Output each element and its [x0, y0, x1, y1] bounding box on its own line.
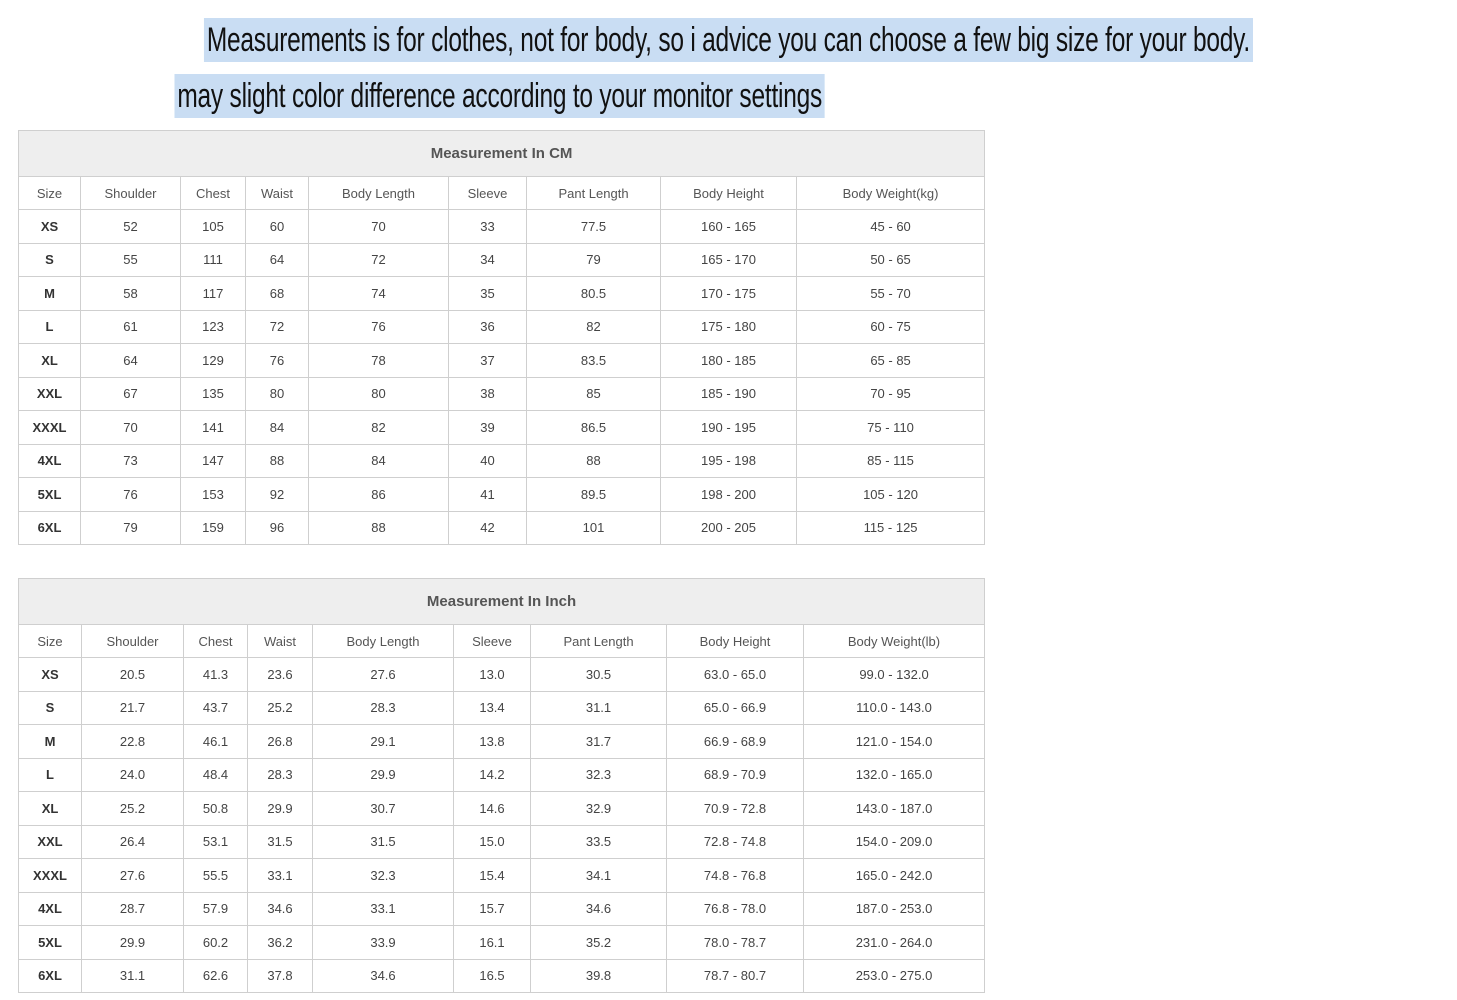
column-header: Waist	[248, 625, 313, 658]
table-cell: 16.1	[454, 926, 531, 960]
size-cell: XXXL	[19, 411, 81, 445]
column-header: Body Height	[667, 625, 804, 658]
table-cell: 70.9 - 72.8	[667, 792, 804, 826]
table-cell: 62.6	[184, 959, 248, 993]
table-cell: 88	[527, 444, 661, 478]
table-cell: 38	[449, 377, 527, 411]
notice-line-2-text: may slight color difference according to your monitor settings	[175, 74, 825, 118]
table-row	[19, 243, 985, 277]
table-cell: 72	[309, 243, 449, 277]
table-cell: 190 - 195	[661, 411, 797, 445]
size-cell: 4XL	[19, 892, 82, 926]
table-cell: 80	[309, 377, 449, 411]
size-cell: XS	[19, 658, 82, 692]
table-cell: 121.0 - 154.0	[804, 725, 985, 759]
table-cell: 165 - 170	[661, 243, 797, 277]
table-cell: 77.5	[527, 210, 661, 244]
table-cell: 31.7	[531, 725, 667, 759]
table-cell: 39	[449, 411, 527, 445]
table-cell: 99.0 - 132.0	[804, 658, 985, 692]
table-title: Measurement In CM	[19, 131, 985, 177]
table-cell: 141	[181, 411, 246, 445]
column-header: Body Length	[313, 625, 454, 658]
table-cell: 153	[181, 478, 246, 512]
table-cell: 86.5	[527, 411, 661, 445]
column-header: Sleeve	[449, 177, 527, 210]
table-cell: 45 - 60	[797, 210, 985, 244]
table-row	[19, 691, 985, 725]
table-cell: 34.6	[313, 959, 454, 993]
table-cell: 33.1	[313, 892, 454, 926]
table-cell: 64	[246, 243, 309, 277]
table-cell: 48.4	[184, 758, 248, 792]
table-cell: 25.2	[82, 792, 184, 826]
table-cell: 50.8	[184, 792, 248, 826]
table-cell: 41.3	[184, 658, 248, 692]
table-cell: 73	[81, 444, 181, 478]
table-row	[19, 892, 985, 926]
table-cell: 72	[246, 310, 309, 344]
table-title: Measurement In Inch	[19, 579, 985, 625]
table-cell: 96	[246, 511, 309, 545]
table-cell: 35	[449, 277, 527, 311]
table-cell: 200 - 205	[661, 511, 797, 545]
size-cell: 5XL	[19, 926, 82, 960]
table-cell: 30.5	[531, 658, 667, 692]
table-cell: 78.7 - 80.7	[667, 959, 804, 993]
column-header: Waist	[246, 177, 309, 210]
table-cell: 84	[246, 411, 309, 445]
table-cell: 37	[449, 344, 527, 378]
column-header: Body Height	[661, 177, 797, 210]
size-cell: M	[19, 277, 81, 311]
column-header: Body Length	[309, 177, 449, 210]
table-cell: 195 - 198	[661, 444, 797, 478]
table-cell: 20.5	[82, 658, 184, 692]
table-cell: 16.5	[454, 959, 531, 993]
table-row	[19, 725, 985, 759]
table-row	[19, 344, 985, 378]
table-cell: 75 - 110	[797, 411, 985, 445]
table-cell: 58	[81, 277, 181, 311]
table-cell: 132.0 - 165.0	[804, 758, 985, 792]
table-cell: 175 - 180	[661, 310, 797, 344]
column-header: Sleeve	[454, 625, 531, 658]
table-cell: 170 - 175	[661, 277, 797, 311]
table-cell: 50 - 65	[797, 243, 985, 277]
table-cell: 115 - 125	[797, 511, 985, 545]
table-cell: 70 - 95	[797, 377, 985, 411]
table-cell: 180 - 185	[661, 344, 797, 378]
table-cell: 83.5	[527, 344, 661, 378]
size-cell: XXL	[19, 825, 82, 859]
table-cell: 28.7	[82, 892, 184, 926]
table-cell: 198 - 200	[661, 478, 797, 512]
size-cell: S	[19, 691, 82, 725]
table-cell: 32.9	[531, 792, 667, 826]
table-cell: 33.1	[248, 859, 313, 893]
table-cell: 79	[81, 511, 181, 545]
size-cell: 5XL	[19, 478, 81, 512]
column-header: Size	[19, 625, 82, 658]
table-cell: 160 - 165	[661, 210, 797, 244]
table-cell: 53.1	[184, 825, 248, 859]
table-cell: 117	[181, 277, 246, 311]
table-cell: 34.6	[248, 892, 313, 926]
table-cell: 26.8	[248, 725, 313, 759]
table-cell: 80	[246, 377, 309, 411]
table-cell: 46.1	[184, 725, 248, 759]
column-header-row	[19, 177, 985, 210]
size-cell: M	[19, 725, 82, 759]
table-cell: 25.2	[248, 691, 313, 725]
size-cell: XL	[19, 792, 82, 826]
table-cell: 85	[527, 377, 661, 411]
table-cell: 39.8	[531, 959, 667, 993]
size-cell: L	[19, 758, 82, 792]
table-cell: 32.3	[531, 758, 667, 792]
table-cell: 31.1	[531, 691, 667, 725]
table-cell: 29.9	[313, 758, 454, 792]
size-cell: XXL	[19, 377, 81, 411]
table-row	[19, 792, 985, 826]
table-cell: 31.5	[248, 825, 313, 859]
table-cell: 60	[246, 210, 309, 244]
size-cell: XS	[19, 210, 81, 244]
size-cell: XXXL	[19, 859, 82, 893]
table-cell: 13.4	[454, 691, 531, 725]
table-cell: 26.4	[82, 825, 184, 859]
column-header: Shoulder	[81, 177, 181, 210]
table-cell: 111	[181, 243, 246, 277]
size-cell: L	[19, 310, 81, 344]
table-cell: 105	[181, 210, 246, 244]
table-cell: 23.6	[248, 658, 313, 692]
table-cell: 72.8 - 74.8	[667, 825, 804, 859]
column-header: Body Weight(lb)	[804, 625, 985, 658]
measurement-table-inch	[18, 578, 985, 993]
column-header: Chest	[184, 625, 248, 658]
table-cell: 68.9 - 70.9	[667, 758, 804, 792]
table-cell: 28.3	[248, 758, 313, 792]
table-cell: 110.0 - 143.0	[804, 691, 985, 725]
table-cell: 35.2	[531, 926, 667, 960]
table-cell: 34.6	[531, 892, 667, 926]
table-cell: 80.5	[527, 277, 661, 311]
table-cell: 65.0 - 66.9	[667, 691, 804, 725]
table-cell: 55.5	[184, 859, 248, 893]
table-cell: 27.6	[82, 859, 184, 893]
table-cell: 101	[527, 511, 661, 545]
table-row	[19, 377, 985, 411]
table-cell: 67	[81, 377, 181, 411]
table-cell: 21.7	[82, 691, 184, 725]
notice-line-1	[0, 18, 1250, 62]
table-row	[19, 411, 985, 445]
table-cell: 28.3	[313, 691, 454, 725]
table-row	[19, 277, 985, 311]
column-header: Chest	[181, 177, 246, 210]
table-cell: 76	[309, 310, 449, 344]
table-cell: 253.0 - 275.0	[804, 959, 985, 993]
table-cell: 76.8 - 78.0	[667, 892, 804, 926]
table-cell: 43.7	[184, 691, 248, 725]
table-cell: 187.0 - 253.0	[804, 892, 985, 926]
table-cell: 60 - 75	[797, 310, 985, 344]
table-cell: 74	[309, 277, 449, 311]
column-header: Shoulder	[82, 625, 184, 658]
table-row	[19, 959, 985, 993]
size-cell: S	[19, 243, 81, 277]
table-cell: 31.1	[82, 959, 184, 993]
column-header: Pant Length	[531, 625, 667, 658]
measurement-table-cm	[18, 130, 985, 545]
table-cell: 165.0 - 242.0	[804, 859, 985, 893]
table-cell: 29.9	[248, 792, 313, 826]
table-cell: 82	[527, 310, 661, 344]
table-cell: 52	[81, 210, 181, 244]
table-row	[19, 825, 985, 859]
table-cell: 86	[309, 478, 449, 512]
size-cell: 6XL	[19, 511, 81, 545]
table-cell: 64	[81, 344, 181, 378]
table-cell: 129	[181, 344, 246, 378]
table-cell: 76	[81, 478, 181, 512]
table-cell: 88	[246, 444, 309, 478]
table-cell: 82	[309, 411, 449, 445]
table-cell: 61	[81, 310, 181, 344]
table-cell: 37.8	[248, 959, 313, 993]
table-row	[19, 758, 985, 792]
table-cell: 84	[309, 444, 449, 478]
table-cell: 33	[449, 210, 527, 244]
table-cell: 13.0	[454, 658, 531, 692]
table-row	[19, 310, 985, 344]
table-cell: 79	[527, 243, 661, 277]
table-cell: 29.9	[82, 926, 184, 960]
table-row	[19, 210, 985, 244]
table-cell: 55	[81, 243, 181, 277]
table-cell: 154.0 - 209.0	[804, 825, 985, 859]
table-cell: 13.8	[454, 725, 531, 759]
table-cell: 78.0 - 78.7	[667, 926, 804, 960]
column-header: Body Weight(kg)	[797, 177, 985, 210]
size-cell: XL	[19, 344, 81, 378]
table-row	[19, 478, 985, 512]
table-cell: 27.6	[313, 658, 454, 692]
table-cell: 78	[309, 344, 449, 378]
table-cell: 143.0 - 187.0	[804, 792, 985, 826]
table-cell: 231.0 - 264.0	[804, 926, 985, 960]
table-cell: 33.9	[313, 926, 454, 960]
table-cell: 24.0	[82, 758, 184, 792]
table-row	[19, 444, 985, 478]
table-cell: 88	[309, 511, 449, 545]
table-cell: 70	[81, 411, 181, 445]
table-cell: 29.1	[313, 725, 454, 759]
size-cell: 6XL	[19, 959, 82, 993]
table-cell: 36	[449, 310, 527, 344]
table-cell: 89.5	[527, 478, 661, 512]
table-cell: 57.9	[184, 892, 248, 926]
table-cell: 60.2	[184, 926, 248, 960]
table-cell: 34	[449, 243, 527, 277]
table-cell: 15.0	[454, 825, 531, 859]
table-cell: 41	[449, 478, 527, 512]
table-cell: 65 - 85	[797, 344, 985, 378]
table-cell: 15.4	[454, 859, 531, 893]
column-header: Size	[19, 177, 81, 210]
column-header-row	[19, 625, 985, 658]
table-cell: 66.9 - 68.9	[667, 725, 804, 759]
table-cell: 135	[181, 377, 246, 411]
size-cell: 4XL	[19, 444, 81, 478]
table-cell: 159	[181, 511, 246, 545]
table-cell: 68	[246, 277, 309, 311]
table-cell: 31.5	[313, 825, 454, 859]
table-cell: 14.6	[454, 792, 531, 826]
table-cell: 32.3	[313, 859, 454, 893]
table-cell: 185 - 190	[661, 377, 797, 411]
table-cell: 76	[246, 344, 309, 378]
table-row	[19, 926, 985, 960]
table-cell: 15.7	[454, 892, 531, 926]
table-cell: 30.7	[313, 792, 454, 826]
table-cell: 34.1	[531, 859, 667, 893]
table-cell: 33.5	[531, 825, 667, 859]
table-row	[19, 658, 985, 692]
notice-line-2	[0, 74, 1000, 118]
table-cell: 55 - 70	[797, 277, 985, 311]
table-cell: 147	[181, 444, 246, 478]
table-cell: 70	[309, 210, 449, 244]
table-row	[19, 859, 985, 893]
table-cell: 63.0 - 65.0	[667, 658, 804, 692]
table-cell: 74.8 - 76.8	[667, 859, 804, 893]
table-cell: 105 - 120	[797, 478, 985, 512]
table-cell: 92	[246, 478, 309, 512]
table-cell: 14.2	[454, 758, 531, 792]
column-header: Pant Length	[527, 177, 661, 210]
table-cell: 42	[449, 511, 527, 545]
notice-line-1-text: Measurements is for clothes, not for body, so i advice you can choose a few big size for your body.	[204, 18, 1253, 62]
table-row	[19, 511, 985, 545]
table-cell: 123	[181, 310, 246, 344]
table-cell: 40	[449, 444, 527, 478]
table-cell: 85 - 115	[797, 444, 985, 478]
table-cell: 22.8	[82, 725, 184, 759]
table-cell: 36.2	[248, 926, 313, 960]
